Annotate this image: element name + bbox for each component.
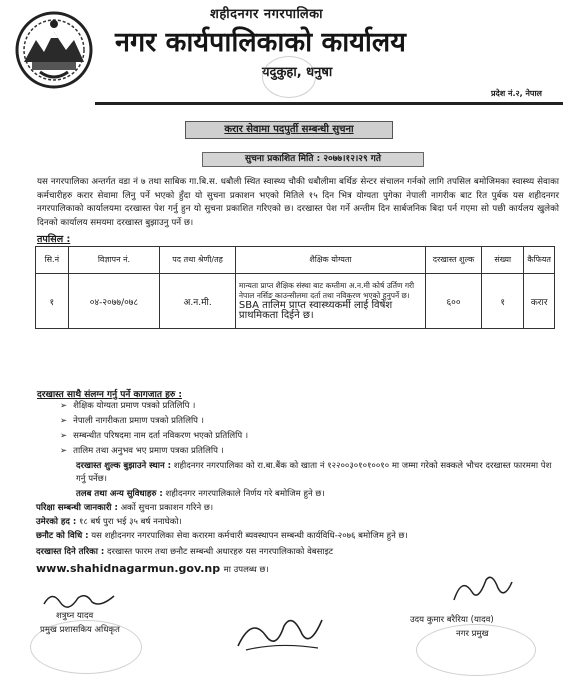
website-line (36, 562, 269, 575)
exam-label: परिक्षा सम्बन्धी जानकारी : (36, 503, 118, 513)
cell-ad-no: ०४-२०७७/०७८ (68, 274, 160, 329)
left-signatory-name: शत्रुघ्न यादव (56, 611, 94, 621)
list-item: ➢ नेपाली नागरीकता प्रमाण पत्रको प्रतिलिपि । (60, 414, 248, 429)
right-signatory-name: उदय कुमार बरैरिया (यादव) (410, 615, 494, 625)
selection-text: यस शहीदनगर नगरपालिका सेवा करारमा कर्मचारी ब्यवस्थापन सम्बन्धी कार्यविधि-२०७६ बमोजिम हुने छ। (91, 531, 408, 541)
center-signature (232, 606, 328, 658)
fee-payment-section (76, 460, 556, 486)
application-label: दरखास्त दिने तरिका : (36, 547, 105, 557)
cell-fee: ६०० (425, 274, 481, 329)
col-header-remarks: कैफियत (524, 247, 555, 274)
salary-section (76, 488, 556, 501)
header-divider (95, 102, 563, 105)
vacancy-table (35, 246, 555, 329)
application-section (36, 546, 561, 559)
cell-sn: १ (36, 274, 69, 329)
qualification-text: मान्यता प्राप्त शैक्षिक संस्था बाट कम्तीमा अ.न.मी कोर्ष उर्तिण गरी नेपाल नर्सिङ काउन्सीलमा दर्ता तथा नविकरण भएको हुनुपर्ने छ। (238, 281, 415, 300)
office-title: नगर कार्यपालिकाको कार्यालय (115, 27, 406, 58)
table-header-row (36, 247, 555, 274)
left-signature (40, 588, 120, 610)
right-official-stamp (416, 624, 536, 676)
fee-payment-text: शहीदनगर नगरपालिका को रा.बा.बैंक को खाता नं १२२००३०१०१००१० मा जम्मा गरेको सक्कले भौचर दरखास्त फारममा पेश गर्नु पर्नेछ। (76, 461, 552, 484)
application-text: दरखास्त फारम तथा छनौट सम्बन्धी अधारहरु यस नगरपालिकाको वेबसाइट (106, 547, 334, 557)
left-official-stamp (30, 620, 142, 674)
selection-label: छनौट को विधि : (36, 531, 89, 541)
website-suffix: मा उपलब्ध छ। (223, 565, 269, 575)
fee-payment-label: दरखास्त शुल्क बुझाउने स्थान : (76, 461, 172, 471)
right-signature (448, 570, 518, 606)
salary-text: शहीदनगर नगरपालिकाले निर्णय गरे बमोजिम हुने छ। (165, 489, 325, 499)
cell-remarks: करार (524, 274, 555, 329)
selection-section (36, 530, 561, 543)
col-header-sn: सि.नं (36, 247, 69, 274)
cell-post: अ.न.मी. (160, 274, 236, 329)
left-signatory-title: प्रमुख प्रशासकिय अधिकृत (40, 625, 120, 635)
salary-label: तलब तथा अन्य सुविधाहरु : (76, 489, 163, 499)
col-header-qualification: शैक्षिक योग्यता (235, 247, 425, 274)
office-stamp (262, 56, 316, 98)
list-item: ➢ तालिम तथा अनुभव भए प्रमाण पत्रका प्रतिलिपि । (60, 444, 248, 459)
qualification-sba-note: SBA तालिम प्राप्त स्वास्थ्यकर्मी लाई विषेश प्राथमिकता दिईने छ। (238, 300, 393, 321)
list-item: ➢ शैक्षिक योग्यता प्रमाण पत्रको प्रतिलिपि । (60, 399, 248, 414)
exam-text: अर्को सुचना प्रकाशन गरिने छ। (120, 503, 214, 513)
cell-count: १ (482, 274, 524, 329)
municipality-logo (14, 10, 94, 90)
list-item: ➢ सम्बन्धीत परिषदमा नाम दर्ता नविकरण भएको प्रतिलिपि । (60, 429, 248, 444)
exam-section (36, 502, 556, 515)
notice-body: यस नगरपालिका अन्तर्गत वडा नं ७ तथा साबिक गा.बि.स. धबौली स्थित स्वास्थ्य चौकी धबौलीमा बर्थिङ सेन्टर संचालन गर्नको लागि तपसिल बमोजिमका स्वास्थ्य सेवाका कर्मचारीहरु करार सेवामा लिनु पर्ने भएको हुँदा यो सुचना प्रकाशन भएको मितिले १५ दिन भित्र योग्यता पुगेका नेपाली नागरीक बाट रित पुर्बक यस शहीदनगर नगरपालिकाको कार्यालयमा दरखास्त पेश गर्नु हुन यो सुचना प्रकाशित गरिएको छ। दरखास्त पेश गर्ने अन्तीम दिन सार्बजनिक बिदा पर्न गएमा सो पछी कार्यलय खुलेको दिनको कार्यालय समयमा दरखास्त बुझाउनु पर्ने छ। (37, 177, 559, 229)
municipality-name: शहीदनगर नगरपालिका (210, 7, 324, 22)
cell-qualification (235, 274, 425, 329)
col-header-count: संख्या (482, 247, 524, 274)
notice-title: करार सेवामा पदपुर्ती सम्बन्धी सुचना (185, 121, 393, 139)
age-section (36, 516, 556, 529)
table-row (36, 274, 555, 329)
col-header-fee: दरखास्त शुल्क (425, 247, 481, 274)
website-link[interactable]: www.shahidnagarmun.gov.np (36, 562, 221, 575)
documents-heading: दरखास्त साथै संलग्न गर्नु पर्ने कागजात हरु : (37, 390, 182, 400)
documents-list (60, 399, 248, 459)
age-label: उमेरको हद : (36, 517, 77, 527)
col-header-post: पद तथा श्रेणी/तह (160, 247, 236, 274)
office-location: यदुकुहा, धनुषा (262, 65, 333, 80)
province-label: प्रदेश नं.२, नेपाल (491, 89, 542, 98)
col-header-ad-no: विज्ञापन नं. (68, 247, 160, 274)
age-text: १८ बर्ष पुरा भई ३५ बर्ष ननाघेको। (79, 517, 182, 527)
details-label: तपसिल : (37, 234, 71, 245)
publication-date: सुचना प्रकाशित मिति : २०७७।१२।२९ गते (202, 152, 424, 167)
right-signatory-title: नगर प्रमुख (456, 629, 489, 639)
